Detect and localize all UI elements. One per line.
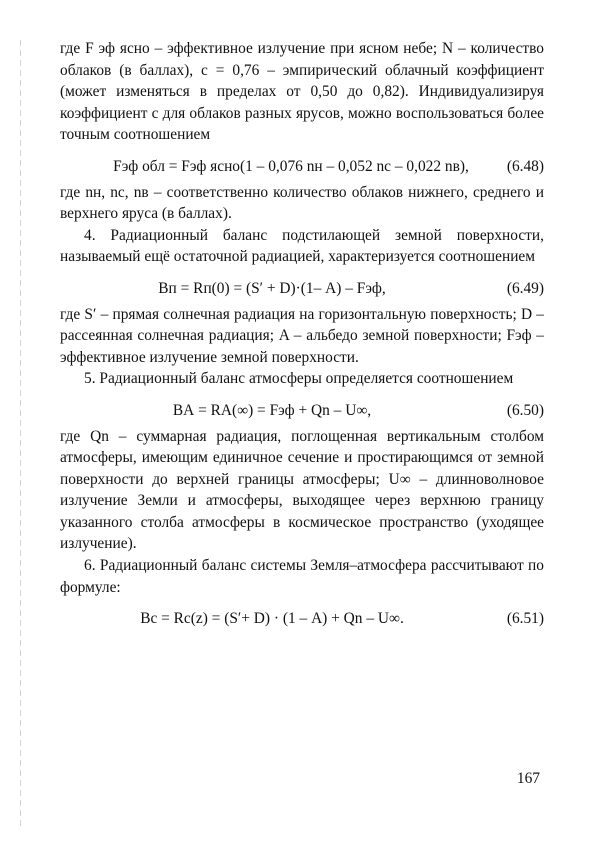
equation-6-49 — [60, 278, 544, 300]
equation-6-48-number: (6.48) — [506, 157, 544, 175]
equation-6-48 — [60, 156, 544, 178]
paragraph-2: где nн, nс, nв – соответственно количество облаков нижнего, среднего и верхнего яруса (в баллах). — [60, 183, 544, 223]
paragraph-3: 4. Радиационный баланс подстилающей земной поверхности, называемый ещё остаточной радиацией, характеризуется соотношением — [60, 226, 544, 266]
equation-6-50 — [60, 400, 544, 422]
paragraph-4: где S′ – прямая солнечная радиация на горизонтальную поверхность; D – рассеянная солнечная радиация; A – альбедо земной поверхности; Fэф – эффективное излучение земной поверхности. — [60, 305, 544, 366]
equation-6-51-expression: Bс = Rс(z) = (S′+ D) · (1 – A) + Qn – U∞. — [140, 610, 404, 628]
paragraph-6: где Qn – суммарная радиация, поглощенная вертикальным столбом атмосферы, имеющим единичное сечение и простирающимся от земной поверхности до верхней границы атмосферы; U∞ – длинноволновое излучение Земли и атмосферы, выходящее через верхнюю границу указанного столба атмосферы в космическое пространство (уходящее излучение). — [60, 427, 544, 553]
book-page — [60, 38, 544, 634]
paragraph-5: 5. Радиационный баланс атмосферы определяется соотношением — [84, 370, 514, 388]
scan-margin-line — [20, 40, 21, 830]
equation-6-49-expression: Bп = Rп(0) = (S′ + D)·(1– A) – Fэф, — [158, 279, 386, 297]
equation-6-51-number: (6.51) — [506, 610, 544, 628]
equation-6-50-number: (6.50) — [506, 401, 544, 419]
equation-6-51 — [60, 608, 544, 630]
equation-6-48-expression: Fэф обл = Fэф ясно(1 – 0,076 nн – 0,052 nс – 0,022 nв), — [113, 157, 469, 175]
paragraph-1: где F эф ясно – эффективное излучение при ясном небе; N – количество облаков (в баллах), c = 0,76 – эмпирический облачный коэффициент (может изменяться в пределах от 0,50 до 0,82). Индивидуализируя коэффициент c для облаков разных ярусов, можно воспользоваться более точным соотношением — [60, 40, 544, 144]
paragraph-7: 6. Радиационный баланс системы Земля–атмосфера рассчитывают по формуле: — [60, 557, 544, 596]
page-number: 167 — [516, 770, 540, 787]
equation-6-49-number: (6.49) — [506, 279, 544, 297]
equation-6-50-expression: BА = RА(∞) = Fэф + Qn – U∞, — [172, 401, 372, 419]
